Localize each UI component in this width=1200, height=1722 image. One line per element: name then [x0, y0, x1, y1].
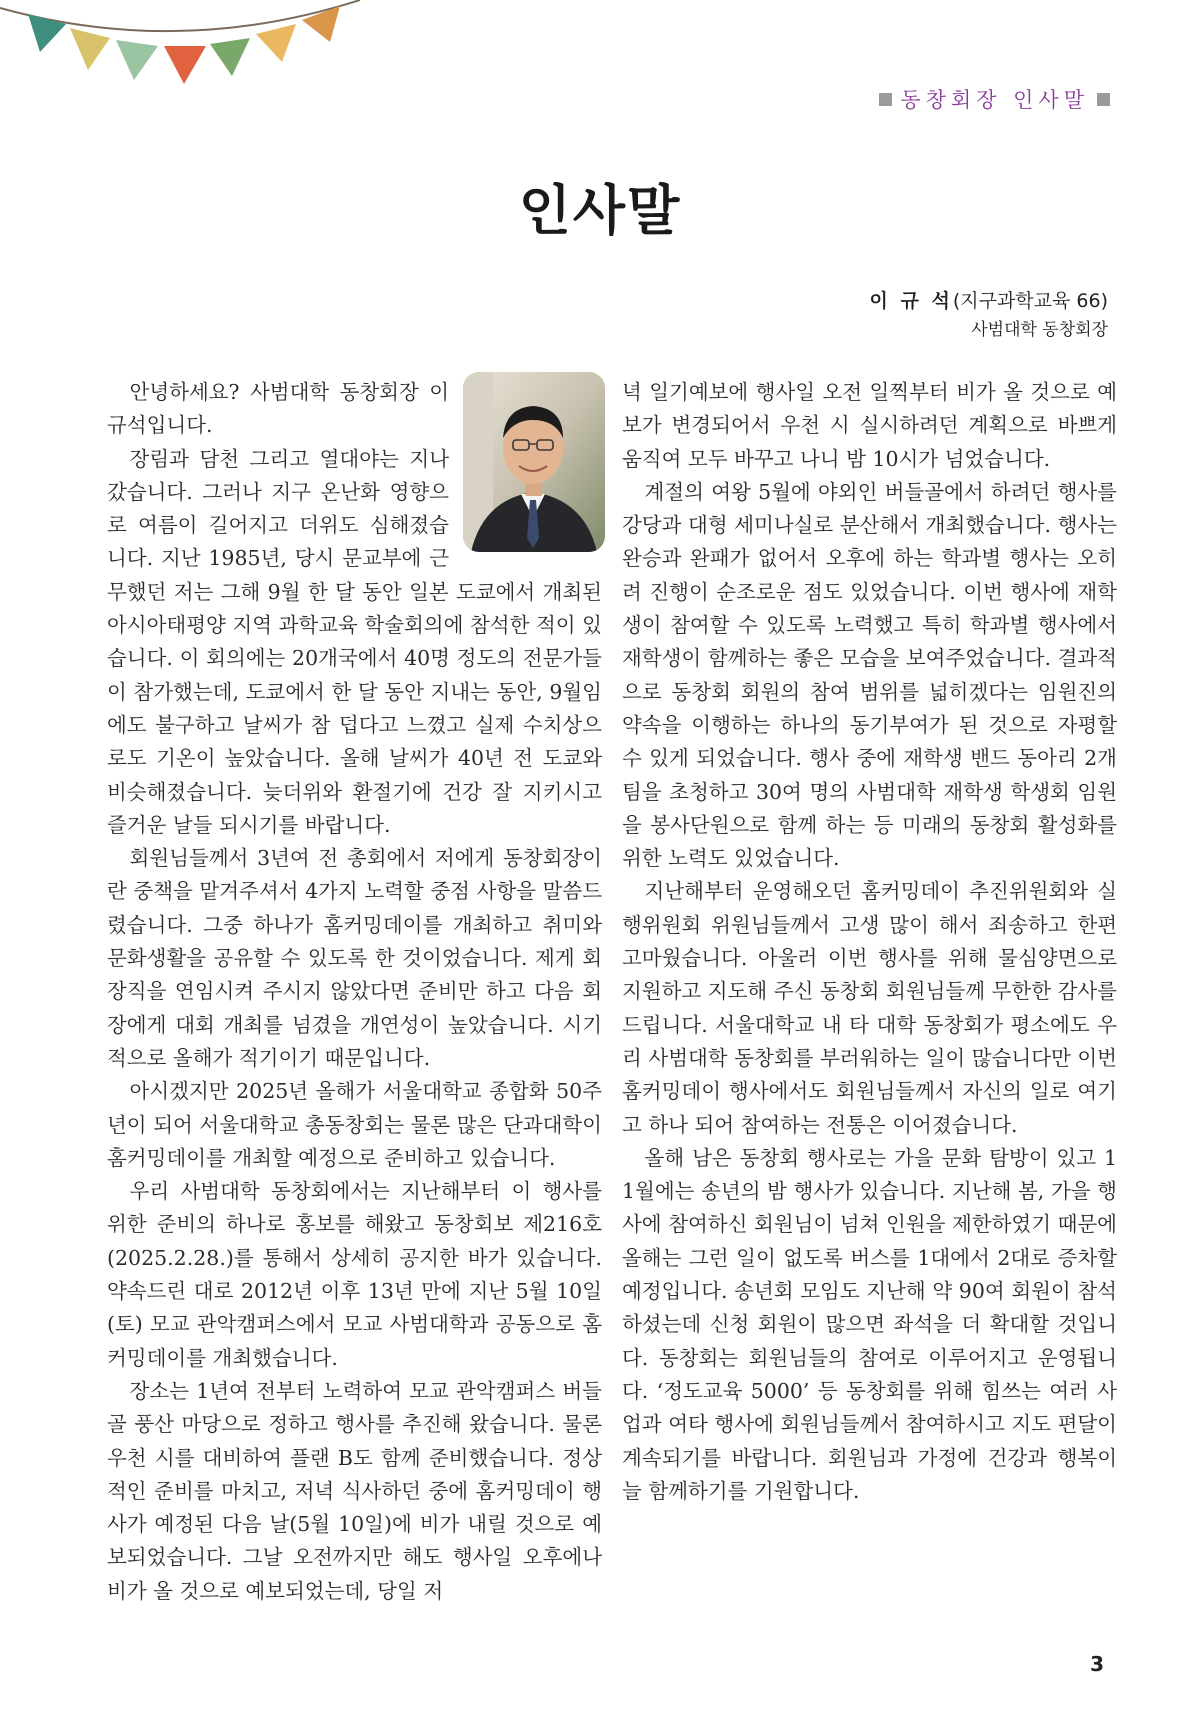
bunting-flag	[164, 46, 206, 84]
right-column	[622, 376, 1117, 1508]
bunting-decoration	[0, 0, 360, 100]
paragraph: 계절의 여왕 5월에 야외인 버들골에서 하려던 행사를 강당과 대형 세미나실로 분산해서 개최했습니다. 행사는 완승과 완패가 없어서 오후에 하는 학과별 행사는 오히려 진행이 순조로운 점도 있었습니다. 이번 행사에 재학생이 참여할 수 있도록 노력했고 특히 학과별 행사에서 재학생이 함께하는 좋은 모습을 보여주었습니다. 결과적으로 동창회 회원의 참여 범위를 넓히겠다는 임원진의 약속을 이행하는 하나의 동기부여가 된 것으로 자평할 수 있게 되었습니다. 행사 중에 재학생 밴드 동아리 2개 팀을 초청하고 30여 명의 사범대학 재학생 학생회 임원을 봉사단원으로 함께 하는 등 미래의 동창회 활성화를 위한 노력도 있었습니다.	[622, 479, 1117, 871]
bunting-flag	[28, 14, 66, 52]
author-name: 이 규 석	[869, 290, 953, 312]
square-marker-icon	[1097, 93, 1110, 106]
left-column	[107, 376, 602, 1608]
section-tag	[879, 84, 1110, 114]
portrait-photo-icon	[463, 372, 605, 552]
author-block	[870, 286, 1108, 344]
paragraph: 안녕하세요? 사범대학 동창회장 이규석입니다.	[107, 380, 449, 438]
author-role: 사범대학 동창회장	[971, 320, 1108, 340]
bunting-flag	[210, 38, 250, 76]
bunting-flag	[116, 40, 158, 80]
paragraph: 장림과 담천 그리고 열대야는 지나갔습니다. 그러나 지구 온난화 영향으로 여름이 길어지고 더위도 심해졌습니다. 지난 1985년, 당시 문교부에 근무했던 저는 그해 9월 한 달 동안 일본 도쿄에서 개최된 아시아태평양 지역 과학교육 학술회의에 참석한 적이 있습니다. 이 회의에는 20개국에서 40명 정도의 전문가들이 참가했는데, 도쿄에서 한 달 동안 지내는 동안, 9월임에도 불구하고 날씨가 참 덥다고 느꼈고 실제 수치상으로도 기온이 높았습니다. 올해 날씨가 40년 전 도쿄와 비슷해졌습니다. 늦더위와 환절기에 건강 잘 지키시고 즐거운 날들 되시기를 바랍니다.	[107, 446, 602, 837]
section-tag-label: 동창회장 인사말	[900, 88, 1089, 112]
paragraph: 지난해부터 운영해오던 홈커밍데이 추진위원회와 실행위원회 위원님들께서 고생 많이 해서 죄송하고 한편 고마웠습니다. 아울러 이번 행사를 위해 물심양면으로 지원하고 지도해 주신 동창회 회원님들께 무한한 감사를 드립니다. 서울대학교 내 타 대학 동창회가 평소에도 우리 사범대학 동창회를 부러워하는 일이 많습니다만 이번 홈커밍데이 행사에서도 회원님들께서 자신의 일로 여기고 하나 되어 참여하는 전통은 이어졌습니다.	[622, 879, 1117, 1137]
author-affiliation: (지구과학교육 66)	[952, 290, 1108, 312]
paragraph: 회원님들께서 3년여 전 총회에서 저에게 동창회장이란 중책을 맡겨주셔서 4가지 노력할 중점 사항을 말씀드렸습니다. 그중 하나가 홈커밍데이를 개최하고 취미와 문화생활을 공유할 수 있도록 한 것이었습니다. 제게 회장직을 연임시켜 주시지 않았다면 준비만 하고 다음 회장에게 대회 개최를 넘겼을 개연성이 높았습니다. 시기적으로 올해가 적기이기 때문입니다.	[107, 846, 602, 1070]
paragraph: 장소는 1년여 전부터 노력하여 모교 관악캠퍼스 버들골 풍산 마당으로 정하고 행사를 추진해 왔습니다. 물론 우천 시를 대비하여 플랜 B도 함께 준비했습니다. 정상적인 준비를 마치고, 저녁 식사하던 중에 홈커밍데이 행사가 예정된 다음 날(5월 10일)에 비가 내릴 것으로 예보되었습니다. 그날 오전까지만 해도 행사일 오후에나 비가 올 것으로 예보되었는데, 당일 저	[107, 1378, 602, 1603]
bunting-flag	[256, 24, 296, 62]
square-marker-icon	[879, 93, 892, 106]
page-title: 인사말	[518, 179, 682, 242]
author-photo	[463, 372, 605, 552]
paragraph: 올해 남은 동창회 행사로는 가을 문화 탐방이 있고 11월에는 송년의 밤 행사가 있습니다. 지난해 봄, 가을 행사에 참여하신 회원님이 넘쳐 인원을 제한하였기 때문에 올해는 그런 일이 없도록 버스를 1대에서 2대로 증차할 예정입니다. 송년회 모임도 지난해 약 90여 회원이 참석하셨는데 신청 회원이 많으면 좌석을 더 확대할 것입니다. 동창회는 회원님들의 참여로 이루어지고 운영됩니다. ‘정도교육 5000’ 등 동창회를 위해 힘쓰는 여러 사업과 여타 행사에 회원님들께서 참여하시고 지도 편달이 계속되기를 바랍니다. 회원님과 가정에 건강과 행복이 늘 함께하기를 기원합니다.	[622, 1145, 1117, 1503]
paragraph: 녁 일기예보에 행사일 오전 일찍부터 비가 올 것으로 예보가 변경되어서 우천 시 실시하려던 계획으로 바쁘게 움직여 모두 바꾸고 나니 밤 10시가 넘었습니다.	[622, 380, 1117, 471]
bunting-flag	[70, 28, 110, 70]
page-number: 3	[1090, 1652, 1104, 1676]
paragraph: 우리 사범대학 동창회에서는 지난해부터 이 행사를 위한 준비의 하나로 홍보를 해왔고 동창회보 제216호(2025.2.28.)를 통해서 상세히 공지한 바가 있습니다. 약속드린 대로 2012년 이후 13년 만에 지난 5월 10일(토) 모교 관악캠퍼스에서 모교 사범대학과 공동으로 홈커밍데이를 개최했습니다.	[107, 1179, 602, 1370]
paragraph: 아시겠지만 2025년 올해가 서울대학교 종합화 50주년이 되어 서울대학교 총동창회는 물론 많은 단과대학이 홈커밍데이를 개최할 예정으로 준비하고 있습니다.	[107, 1079, 602, 1170]
